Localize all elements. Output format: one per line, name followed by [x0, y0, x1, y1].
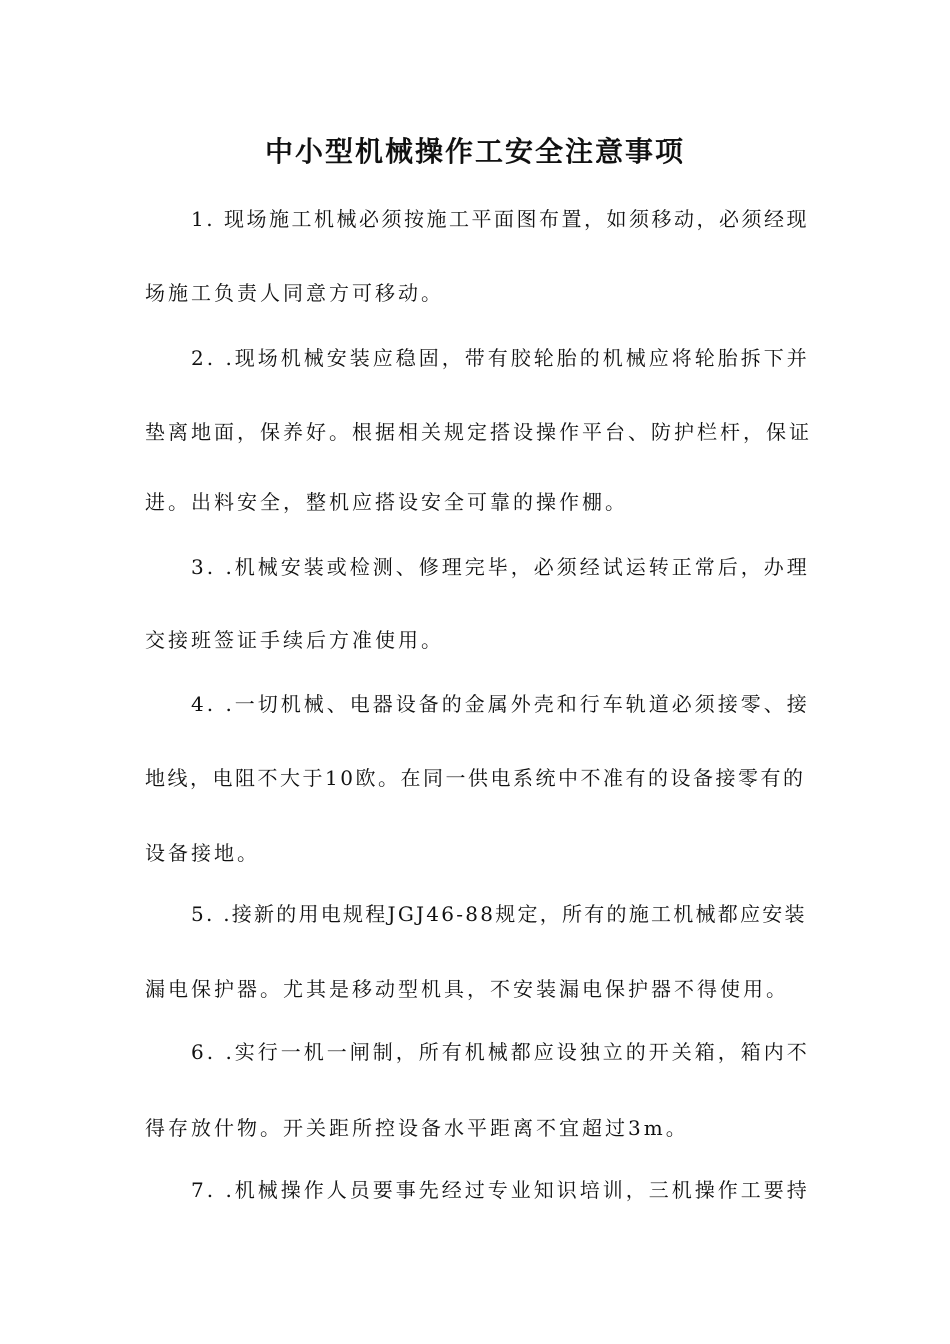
- paragraph-line: 6. .实行一机一闸制，所有机械都应设独立的开关箱，箱内不: [191, 1040, 810, 1064]
- document-title: 中小型机械操作工安全注意事项: [264, 135, 685, 168]
- paragraph-line: 进。出料安全，整机应搭设安全可靠的操作棚。: [145, 490, 628, 514]
- paragraph-line: 1. 现场施工机械必须按施工平面图布置，如须移动，必须经现: [191, 207, 809, 231]
- paragraph-line: 场施工负责人同意方可移动。: [145, 281, 444, 305]
- paragraph-line: 4. .一切机械、电器设备的金属外壳和行车轨道必须接零、接: [191, 692, 810, 716]
- paragraph-line: 得存放什物。开关距所控设备水平距离不宜超过3m。: [145, 1116, 689, 1140]
- paragraph-line: 5. .接新的用电规程JGJ46-88规定，所有的施工机械都应安装: [191, 902, 807, 926]
- paragraph-line: 交接班签证手续后方准使用。: [145, 628, 444, 652]
- paragraph-line: 漏电保护器。尤其是移动型机具，不安装漏电保护器不得使用。: [145, 977, 789, 1001]
- paragraph-line: 地线，电阻不大于10欧。在同一供电系统中不准有的设备接零有的: [145, 766, 806, 790]
- paragraph-line: 3. .机械安装或检测、修理完毕，必须经试运转正常后，办理: [191, 555, 810, 579]
- paragraph-line: 垫离地面，保养好。根据相关规定搭设操作平台、防护栏杆，保证: [145, 420, 812, 444]
- paragraph-line: 设备接地。: [145, 841, 260, 865]
- paragraph-line: 2. .现场机械安装应稳固，带有胶轮胎的机械应将轮胎拆下并: [191, 346, 810, 370]
- paragraph-line: 7. .机械操作人员要事先经过专业知识培训，三机操作工要持: [191, 1178, 810, 1202]
